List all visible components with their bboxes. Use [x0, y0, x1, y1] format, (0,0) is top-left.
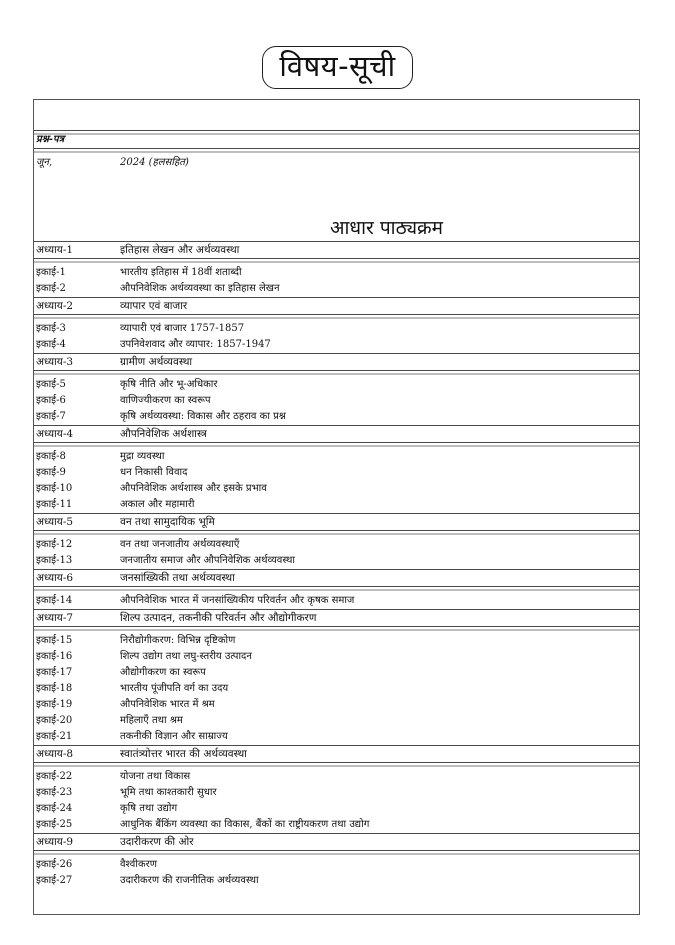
unit-title: औपनिवेशिक भारत में श्रम — [120, 699, 215, 710]
unit-row[interactable] — [34, 633, 639, 649]
chapter-title: उदारीकरण की ओर — [120, 836, 194, 848]
chapter-title: जनसांख्यिकी तथा अर्थव्यवस्था — [120, 572, 235, 584]
unit-title: मुद्रा व्यवस्था — [120, 451, 165, 462]
unit-row[interactable] — [34, 553, 639, 569]
unit-number: इकाई-11 — [36, 499, 73, 510]
unit-row[interactable] — [34, 321, 639, 337]
unit-title: योजना तथा विकास — [120, 771, 191, 782]
chapter-number: अध्याय-9 — [36, 836, 74, 848]
unit-title: कृषि अर्थव्यवस्था: विकास और ठहराव का प्रश्न — [120, 411, 286, 422]
unit-number: इकाई-7 — [36, 411, 66, 422]
chapter-row[interactable] — [34, 570, 639, 586]
chapter-row[interactable] — [34, 298, 639, 314]
unit-row[interactable] — [34, 817, 639, 833]
chapter-number: अध्याय-1 — [36, 244, 74, 256]
chapter-title: शिल्प उत्पादन, तकनीकी परिवर्तन और औद्योगीकरण — [120, 612, 317, 624]
unit-number: इकाई-25 — [36, 819, 73, 830]
chapter-number: अध्याय-6 — [36, 572, 74, 584]
unit-row[interactable] — [34, 537, 639, 553]
unit-row[interactable] — [34, 465, 639, 481]
unit-title: महिलाएँ तथा श्रम — [120, 715, 183, 726]
chapter-underline — [34, 850, 639, 855]
page-title: विषय-सूची — [262, 46, 412, 89]
chapter-title: व्यापार एवं बाजार — [120, 300, 188, 312]
unit-row[interactable] — [34, 281, 639, 297]
unit-number: इकाई-6 — [36, 395, 66, 406]
unit-row[interactable] — [34, 393, 639, 409]
unit-row[interactable] — [34, 497, 639, 513]
unit-title: औपनिवेशिक अर्थशास्त्र और इसके प्रभाव — [120, 483, 267, 494]
chapter-underline — [34, 314, 639, 319]
chapter-row[interactable] — [34, 514, 639, 530]
chapter-title: वन तथा सामुदायिक भूमि — [120, 516, 215, 528]
unit-number: इकाई-8 — [36, 451, 66, 462]
unit-number: इकाई-24 — [36, 803, 73, 814]
unit-row[interactable] — [34, 873, 639, 889]
unit-number: इकाई-10 — [36, 483, 73, 494]
unit-row[interactable] — [34, 481, 639, 497]
unit-title: उदारीकरण की राजनीतिक अर्थव्यवस्था — [120, 875, 259, 886]
unit-title: जनजातीय समाज और औपनिवेशिक अर्थव्यवस्था — [120, 555, 296, 566]
question-paper-year: 2024 (हलसहित) — [120, 157, 189, 168]
unit-row[interactable] — [34, 409, 639, 425]
unit-number: इकाई-19 — [36, 699, 73, 710]
unit-row[interactable] — [34, 713, 639, 729]
unit-row[interactable] — [34, 785, 639, 801]
contents-table — [33, 99, 640, 915]
unit-title: भारतीय इतिहास में 18वीं शताब्दी — [120, 267, 242, 278]
divider — [34, 148, 639, 153]
unit-title: वैश्वीकरण — [120, 859, 157, 870]
chapter-number: अध्याय-4 — [36, 428, 74, 440]
unit-number: इकाई-16 — [36, 651, 73, 662]
unit-title: वाणिज्यीकरण का स्वरूप — [120, 395, 211, 406]
unit-row[interactable] — [34, 265, 639, 281]
unit-number: इकाई-3 — [36, 323, 66, 334]
chapter-row[interactable] — [34, 746, 639, 762]
chapter-row[interactable] — [34, 354, 639, 370]
unit-title: आधुनिक बैंकिंग व्यवस्था का विकास, बैंकों का राष्ट्रीयकरण तथा उद्योग — [120, 819, 370, 830]
unit-title: औद्योगीकरण का स्वरूप — [120, 667, 206, 678]
unit-number: इकाई-23 — [36, 787, 73, 798]
unit-number: इकाई-17 — [36, 667, 73, 678]
unit-title: औपनिवेशिक अर्थव्यवस्था का इतिहास लेखन — [120, 283, 280, 294]
unit-row[interactable] — [34, 697, 639, 713]
section-heading: आधार पाठ्यक्रम — [330, 217, 443, 239]
title-container — [0, 46, 675, 89]
unit-row[interactable] — [34, 593, 639, 609]
unit-row[interactable] — [34, 649, 639, 665]
unit-title: वन तथा जनजातीय अर्थव्यवस्थाएँ — [120, 539, 240, 550]
chapter-row[interactable] — [34, 242, 639, 258]
unit-row[interactable] — [34, 769, 639, 785]
unit-row[interactable] — [34, 449, 639, 465]
unit-row[interactable] — [34, 337, 639, 353]
unit-number: इकाई-1 — [36, 267, 66, 278]
chapter-number: अध्याय-2 — [36, 300, 74, 312]
question-paper-row[interactable] — [34, 155, 639, 171]
chapter-underline — [34, 258, 639, 263]
unit-title: शिल्प उद्योग तथा लघु-स्तरीय उत्पादन — [120, 651, 252, 662]
chapter-title: औपनिवेशिक अर्थशास्त्र — [120, 428, 207, 440]
unit-title: धन निकासी विवाद — [120, 467, 188, 478]
unit-number: इकाई-27 — [36, 875, 73, 886]
unit-row[interactable] — [34, 681, 639, 697]
chapter-underline — [34, 442, 639, 447]
unit-title: व्यापारी एवं बाजार 1757-1857 — [120, 323, 245, 334]
unit-title: तकनीकी विज्ञान और साम्राज्य — [120, 731, 228, 742]
unit-number: इकाई-18 — [36, 683, 73, 694]
unit-number: इकाई-2 — [36, 283, 66, 294]
chapter-underline — [34, 370, 639, 375]
unit-number: इकाई-12 — [36, 539, 73, 550]
unit-title: औपनिवेशिक भारत में जनसांख्यिकीय परिवर्तन और कृषक समाज — [120, 595, 355, 606]
chapter-underline — [34, 626, 639, 631]
unit-title: भारतीय पूंजीपति वर्ग का उदय — [120, 683, 229, 694]
unit-title: भूमि तथा काश्तकारी सुधार — [120, 787, 217, 798]
chapter-underline — [34, 530, 639, 535]
chapter-number: अध्याय-8 — [36, 748, 74, 760]
unit-number: इकाई-22 — [36, 771, 73, 782]
unit-number: इकाई-26 — [36, 859, 73, 870]
question-paper-label-row — [34, 132, 639, 148]
unit-title: अकाल और महामारी — [120, 499, 195, 510]
chapter-number: अध्याय-5 — [36, 516, 74, 528]
unit-number: इकाई-21 — [36, 731, 73, 742]
unit-number: इकाई-9 — [36, 467, 66, 478]
question-paper-label: प्रश्न-पत्र — [36, 134, 65, 145]
chapter-row[interactable] — [34, 610, 639, 626]
unit-title: निरौद्योगीकरण: विभिन्न दृष्टिकोण — [120, 635, 236, 646]
unit-row[interactable] — [34, 665, 639, 681]
unit-row[interactable] — [34, 801, 639, 817]
chapter-title: इतिहास लेखन और अर्थव्यवस्था — [120, 244, 240, 256]
question-paper-month: जून, — [36, 157, 53, 168]
unit-number: इकाई-4 — [36, 339, 66, 350]
unit-number: इकाई-14 — [36, 595, 73, 606]
unit-row[interactable] — [34, 377, 639, 393]
chapter-row[interactable] — [34, 834, 639, 850]
chapter-number: अध्याय-7 — [36, 612, 74, 624]
chapter-title: ग्रामीण अर्थव्यवस्था — [120, 356, 193, 368]
unit-row[interactable] — [34, 729, 639, 745]
chapter-row[interactable] — [34, 426, 639, 442]
unit-number: इकाई-20 — [36, 715, 73, 726]
unit-row[interactable] — [34, 857, 639, 873]
unit-title: उपनिवेशवाद और व्यापार: 1857-1947 — [120, 339, 271, 350]
unit-number: इकाई-13 — [36, 555, 73, 566]
chapter-underline — [34, 586, 639, 591]
chapter-number: अध्याय-3 — [36, 356, 74, 368]
unit-number: इकाई-5 — [36, 379, 66, 390]
chapter-underline — [34, 762, 639, 767]
unit-number: इकाई-15 — [36, 635, 73, 646]
unit-title: कृषि नीति और भू-अधिकार — [120, 379, 218, 390]
chapter-title: स्वातंत्र्योत्तर भारत की अर्थव्यवस्था — [120, 748, 247, 760]
unit-title: कृषि तथा उद्योग — [120, 803, 178, 814]
